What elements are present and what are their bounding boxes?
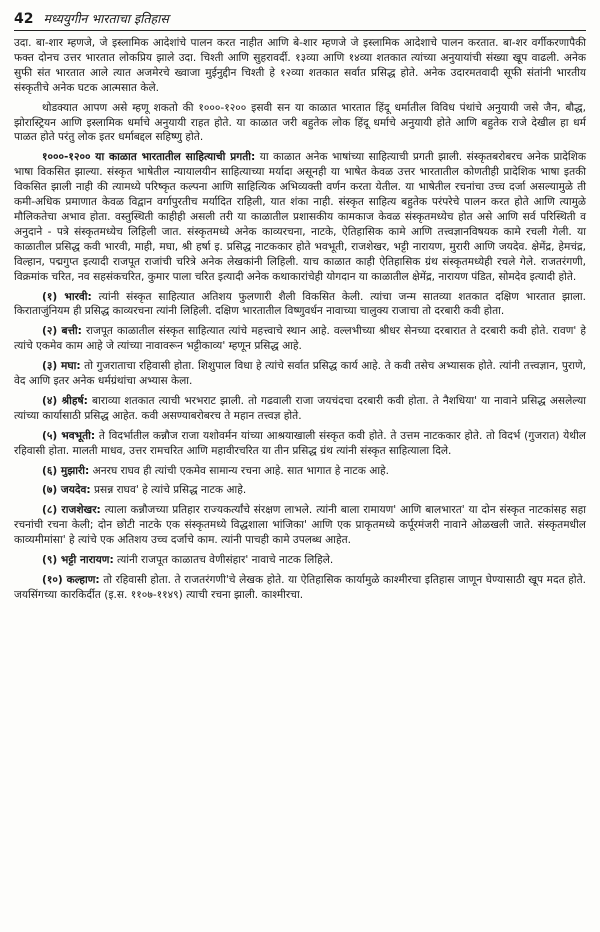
poet-item-murari bbox=[14, 464, 586, 479]
poet-label: (४) श्रीहर्ष: bbox=[42, 394, 88, 407]
poet-item-shriharsha bbox=[14, 394, 586, 424]
paragraph-summary: थोडक्यात आपण असे म्हणू शकतो की १०००-१२०० इसवी सन या काळात भारतात हिंदू धर्मातील विविध पंथांचे अनुयायी जसे जैन, बौद्ध, झोरास्ट्रियन आणि इस्लामिक धर्माचे अनुयायी राहत होते. या काळात जरी बहुतेक लोक हिंदू धर्माचे अनुयायी होते आणि बहुतेक राजे देखील हा धर्म पाळत होते परंतु लोक इतर धर्माबद्दल सहिष्णु होते. bbox=[14, 101, 586, 144]
poet-label: (२) बत्ती: bbox=[42, 325, 82, 338]
running-title: मध्ययुगीन भारताचा इतिहास bbox=[43, 11, 169, 26]
paragraph-sufi: उदा. बा-शार म्हणजे, जे इस्लामिक आदेशांचे पालन करत नाहीत आणि बे-शार म्हणजे जे इस्लामिक आदेशाचे पालन करतात. बा-शर वर्गीकरणापैकी फक्त दोनच उत्तर भारतात लोकप्रिय झाले उदा. चिश्ती आणि सुहरावर्दी. १३व्या आणि १४व्या शतकात त्यांच्या अनुयायांची संख्या खूप वाढली. अनेक सुफी संत भारतात आले त्यात अजमेरचे ख्वाजा मुईनुद्दीन चिश्ती हे १२व्या शतकात सर्वात प्रसिद्ध होते. अनेक उदारमतवादी सूफी संतांनी भारतीय संस्कृतीचे अनेक घटक आत्मसात केले. bbox=[14, 37, 586, 94]
poet-item-magha bbox=[14, 359, 586, 389]
poet-item-bharavi bbox=[14, 290, 586, 320]
poet-text: प्रसन्न राघव' हे त्यांचे प्रसिद्ध नाटक आहे. bbox=[90, 484, 247, 497]
poet-item-batti bbox=[14, 324, 586, 354]
poet-item-rajashekhar bbox=[14, 503, 586, 548]
poet-text: अनरघ राघव ही त्यांची एकमेव सामान्य रचना आहे. सात भागात हे नाटक आहे. bbox=[89, 464, 390, 477]
poet-item-bhavabhuti bbox=[14, 429, 586, 459]
poet-label: (९) भट्टी नारायण: bbox=[42, 554, 114, 567]
paragraph-literature-text: या काळात अनेक भाषांच्या साहित्याची प्रगती झाली. संस्कृतबरोबरच अनेक प्रादेशिक भाषा विकसित झाल्या. संस्कृत भाषेतील न्यायालयीन साहित्याच्या मर्यादा असूनही या भाषेत केवळ उत्तर भारतातील कोणतीही प्रादेशिक भाषा इतकी विकसित झाली नाही की त्यामध्ये परिष्कृत कल्पना आणि साहित्यिक अभिव्यक्ती वर्णन करता येतील. या भाषेतील रचनांचा उच्च दर्जा असल्यामुळे ती कमी-अधिक प्रमाणात केवळ विद्वान वर्गापुरतीच मर्यादित राहिली, यात शंका नाही. संस्कृत साहित्य बहुतेक परंपरेचे पालन करत होते आणि त्यामुळे मौलिकतेचा अभाव होता. वस्तुस्थिती काहीही असली तरी या काळातील प्रशासकीय कामकाज केवळ संस्कृतमध्येच होत असे आणि सर्व परिस्थिती व अनुदाने - पत्रे संस्कृतमध्येच लिहिली जात. संस्कृतमध्ये अनेक काव्यरचना, नाटके, ऐतिहासिक कामे आणि तत्त्वज्ञानविषयक कामे रचली गेली. या काळातील प्रसिद्ध कवी भारवी, माही, मघा, श्री हर्षा इ. प्रसिद्ध नाटककार होते भवभूती, राजशेखर, भट्टी नारायण, मुरारी आणि जयदेव. क्षेमेंद्र, हेमचंद्र, विल्हान, पद्मगुप्त इत्यादी राजपूत राजांची चरित्रे अनेक लेखकांनी लिहिली. याच काळात काही ऐतिहासिक ग्रंथ संस्कृतमध्येही रचले गेले. राजतरंगणी, विक्रमांक चरित, नव सहसंकचरित, कुमार पाला चरित इत्यादी अनेक कथाकारांचेही योगदान या काळातील क्षेमेंद्र, नारायण पंडित, सोमदेव इत्यादी होते. bbox=[14, 151, 586, 283]
poet-item-kalhana bbox=[14, 573, 586, 603]
poet-label: (७) जयदेव: bbox=[42, 484, 91, 497]
poet-label: (८) राजशेखर: bbox=[42, 504, 101, 517]
poet-text: ते विदर्भातील कन्नौज राजा यशोवर्मन यांच्या आश्रयाखाली संस्कृत कवी होते. ते उत्तम नाटककार होते. तो विदर्भ (गुजरात) येथील रहिवासी होता. मालती माधव, उत्तर रामचरित आणि महावीरचरित या तीन प्रसिद्ध ग्रंथ त्यांनी संस्कृत साहित्याला दिले. bbox=[14, 429, 586, 457]
poet-label: (१) भारवी: bbox=[42, 290, 92, 303]
poet-label: (३) मघा: bbox=[42, 360, 81, 373]
poet-text: तो रहिवासी होता. ते राजतरंगणी'चे लेखक होते. या ऐतिहासिक कार्यामुळे काश्मीरचा इतिहास जाणून घेण्यासाठी खूप मदत होते. जयसिंगच्या कारकिर्दीत (इ.स. ११०७-११४९) त्याची रचना झाली. काश्मीरचा. bbox=[14, 574, 586, 601]
page-header bbox=[14, 10, 586, 31]
paragraph-literature bbox=[14, 150, 586, 284]
poet-label: (६) मुझारी: bbox=[42, 464, 90, 477]
poet-text: त्यांनी संस्कृत साहित्यात अतिशय फुलणारी शैली विकसित केली. त्यांचा जन्म सातव्या शतकात दक्षिण भारतात झाला. किराताजुंनियम ही प्रसिद्ध काव्यरचना त्यांनी लिहिली. दक्षिण भारतातील विष्णुवर्धन नावाच्या चालुक्य राजाचा तो दरबारी कवी होता. bbox=[14, 290, 586, 318]
page-content bbox=[14, 36, 586, 603]
poet-item-jayadeva bbox=[14, 483, 586, 498]
poet-item-bhatti-narayan bbox=[14, 553, 586, 568]
poet-text: राजपूत काळातील संस्कृत साहित्यात त्यांचे महत्त्वाचे स्थान आहे. वल्लभीच्या श्रीधर सेनच्या दरबारात ते दरबारी कवी होते. रावण' हे त्यांचे एकमेव काम आहे जे त्यांच्या नावावरून भट्टीकाव्य' म्हणून प्रसिद्ध आहे. bbox=[14, 325, 586, 353]
poet-label: (५) भवभूती: bbox=[42, 429, 96, 442]
poet-text: त्यांनी राजपूत काळातच वेणीसंहार' नावाचे नाटक लिहिले. bbox=[113, 554, 334, 567]
poet-text: तो गुजराताचा रहिवासी होता. शिशुपाल विधा हे त्यांचे सर्वात प्रसिद्ध कार्य आहे. ते कवी तसेच अभ्यासक होते. त्यांनी तत्त्वज्ञान, पुराणे, वेद आणि इतर अनेक धर्मग्रंथांचा अभ्यास केला. bbox=[14, 360, 586, 388]
poet-text: त्याला कन्नौजच्या प्रतिहार राज्यकर्त्यांचे संरक्षण लाभले. त्यांनी बाला रामायण' आणि बालभारत' या दोन संस्कृत नाटकांसह सहा रचनांची रचना केली; दोन छोटी नाटके एक संस्कृतमध्ये विद्धशाला भांजिका' आणि एक प्राकृतमध्ये कर्पूरमंजरी नावाने ओळखली जाते. संस्कृतमधील काव्यमीमांसा' हे त्यांचे एक अतिशय उच्च दर्जाचे काम. त्यांनी पाचही कामे उपलब्ध आहेत. bbox=[14, 504, 586, 547]
poet-text: बाराव्या शतकात त्याची भरभराट झाली. तो गढवाली राजा जयचंदचा दरबारी कवी होता. ते नैशधिया' या नावाने प्रसिद्ध असलेल्या त्यांच्या कार्यासाठी प्रसिद्ध आहेत. कवी असण्याबरोबरच ते महान तत्त्वज्ञ होते. bbox=[14, 394, 586, 422]
section-heading: १०००-१२०० या काळात भारतातील साहित्याची प्रगती: bbox=[42, 151, 256, 164]
poet-label: (१०) कल्हाण: bbox=[42, 574, 100, 586]
page-number: 42 bbox=[14, 11, 34, 27]
